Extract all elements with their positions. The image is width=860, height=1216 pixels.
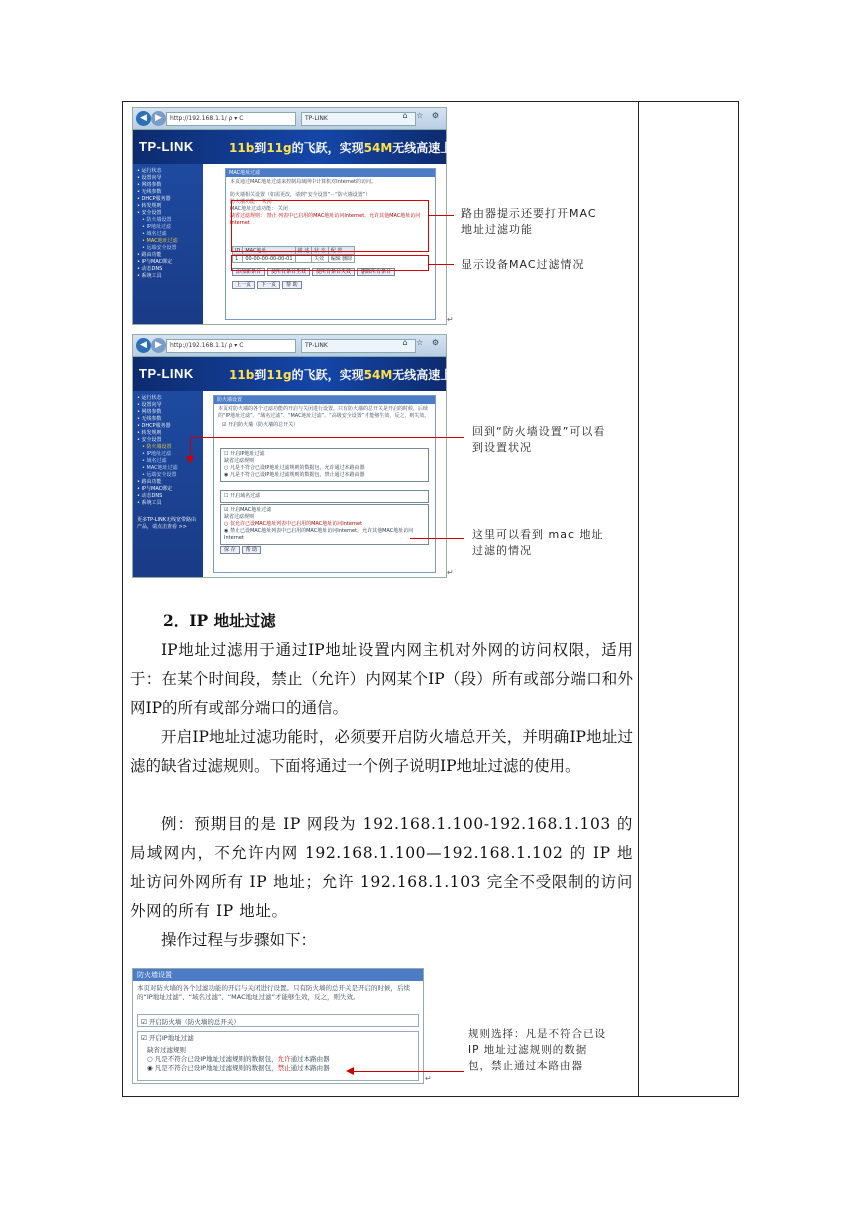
tp-link-logo: TP-LINK: [139, 139, 194, 154]
ip-rule-allow[interactable]: [141, 1055, 415, 1064]
address-bar[interactable]: [166, 339, 296, 353]
table-header-cell: 描 述: [295, 247, 312, 255]
callout-line: [410, 538, 464, 539]
callout-line: [428, 264, 454, 265]
paragraph-intro: IP地址过滤用于通过IP地址设置内网主机对外网的访问权限，适用于：在某个时间段，禁止（允许）内网某个IP（段）所有或部分端口和外网IP的所有或部分端口的通信。: [130, 641, 633, 717]
menu-item[interactable]: • 路由功能: [137, 252, 162, 258]
router-banner: [133, 357, 465, 391]
mac-filter-group: [220, 504, 429, 545]
panel-intro: 本页通过MAC地址过滤来控制局域网中计算机对Internet的访问。: [230, 179, 376, 185]
forward-icon[interactable]: ▶: [151, 338, 166, 353]
next-page-button[interactable]: 下一页: [257, 281, 280, 289]
rule-keyword-deny: 禁止: [277, 1064, 291, 1072]
url-text: http://192.168.1.1/: [170, 115, 227, 122]
router-banner: [133, 130, 465, 164]
menu-item[interactable]: • 路由功能: [137, 479, 162, 485]
menu-item[interactable]: • IP与MAC绑定: [137, 259, 173, 265]
menu-subitem[interactable]: • 防火墙设置: [142, 217, 172, 223]
page-nav-buttons: [232, 281, 304, 289]
slogan-part: 11g: [266, 368, 292, 382]
table-cell: 00-00-00-00-00-01: [243, 255, 295, 263]
status-line: MAC地址过滤功能： 关闭: [230, 206, 288, 212]
help-button[interactable]: 帮 助: [242, 546, 262, 554]
help-button[interactable]: 帮 助: [282, 281, 302, 289]
rule-text: 通过本路由器: [290, 1055, 330, 1063]
browser-tab[interactable]: TP-LINK: [301, 339, 416, 353]
slogan-part: 11b: [229, 141, 255, 155]
menu-item[interactable]: • 运行状态: [137, 395, 162, 401]
status-line: 防火墙功能： 关闭: [230, 199, 272, 205]
rule-text: ◉ 凡是不符合已设IP地址过滤规则的数据包，: [147, 1064, 278, 1072]
slogan-part: 54M: [363, 141, 393, 155]
menu-item[interactable]: • 运行状态: [137, 168, 162, 174]
url-text: http://192.168.1.1/: [170, 342, 227, 349]
menu-subitem[interactable]: • IP地址过滤: [142, 224, 172, 230]
callout-line: [190, 437, 191, 457]
firewall-master-checkbox[interactable]: ☑ 开启防火墙（防火墙的总开关）: [137, 1014, 419, 1027]
paragraph-steps: 操作过程与步骤如下：: [161, 931, 317, 949]
sidebar-ad[interactable]: 更多TP-LINK无线宽带路由产品，请点击查看 >>: [137, 517, 197, 530]
firewall-master-checkbox[interactable]: ☑ 开启防火墙（防火墙的总开关）: [222, 422, 299, 428]
section-heading: 2．IP 地址过滤: [163, 611, 276, 630]
callout-line: [190, 437, 464, 438]
domain-filter-checkbox[interactable]: ☐ 开启域名过滤: [224, 493, 261, 499]
browser-toolbar: [133, 335, 446, 357]
prev-page-button[interactable]: 上一页: [232, 281, 255, 289]
arrow-head: [186, 456, 194, 464]
rule-label: 缺省过滤规则: [224, 458, 255, 464]
table-cell: 1: [233, 255, 243, 263]
ip-filter-checkbox[interactable]: ☐ 开启IP地址过滤: [224, 451, 265, 457]
paragraph-mark: ↵: [425, 1074, 432, 1083]
ip-filter-group: [137, 1031, 419, 1081]
url-controls: ρ ▾ C: [228, 342, 244, 349]
annotation-firewall-status: 回到“防火墙设置”可以看到设置状况: [472, 425, 606, 454]
panel-intro: 本页对防火墙的各个过滤功能的开启与关闭进行设置。只有防火墙的总开关是开启的时候，后续的“IP地址过滤”、“域名过滤”、“MAC地址过滤”才能够生效，反之，则失效。: [137, 984, 410, 1001]
ip-rule-deny[interactable]: ◉ 凡是不符合已设IP地址过滤规则的数据包，禁止通过本路由器: [224, 472, 365, 478]
rule-label: 缺省过滤规则: [224, 514, 255, 520]
screenshot-ip-filter: [132, 968, 424, 1084]
slogan-part: 无线高速上网: [392, 141, 465, 155]
ip-filter-group: [220, 448, 429, 482]
status-line: 缺省过滤规则： 禁止 列表中已启用的MAC地址访问Internet，允许其他MAC地址访问Internet: [230, 213, 421, 226]
slogan-part: 54M: [363, 368, 393, 382]
menu-item[interactable]: • DHCP服务器: [137, 423, 171, 429]
menu-subitem[interactable]: • MAC地址过滤: [142, 465, 178, 471]
annotation-rule-choice: 规则选择：凡是不符合已设 IP 地址过滤规则的数据包，禁止通过本路由器: [468, 1028, 606, 1072]
delete-all-button[interactable]: 删除所有条目: [357, 268, 395, 276]
arrow-head: [346, 1067, 354, 1075]
browser-toolbar: [133, 108, 446, 130]
firewall-panel: [213, 395, 436, 573]
annotation-mac-status: 显示设备MAC过滤情况: [461, 258, 585, 271]
url-controls: ρ ▾ C: [228, 115, 244, 122]
table-header-cell: MAC地址: [243, 247, 295, 255]
menu-item[interactable]: • 转发规则: [137, 430, 162, 436]
mac-rule-deny[interactable]: ◉ 禁止已设MAC地址列表中已启用的MAC地址访问Internet，允许其他MAC地址访问Internet: [224, 528, 414, 541]
table-header-cell: 状 态: [312, 247, 329, 255]
paragraph-example: 例：预期目的是 IP 网段为 192.168.1.100-192.168.1.103 的局域网内，不允许内网 192.168.1.100—192.168.1.102 的 IP 地址访问外网所有 IP 地址；允许 192.168.1.103 完全不受限制的访问外网的所有 IP 地址。: [130, 815, 633, 920]
rule-text: ○ 凡是不符合已设IP地址过滤规则的数据包，: [147, 1055, 278, 1063]
table-column-divider: [638, 101, 639, 1097]
menu-item[interactable]: • DHCP服务器: [137, 196, 171, 202]
menu-subitem[interactable]: • IP地址过滤: [142, 451, 172, 457]
router-page: [133, 391, 446, 577]
browser-tab[interactable]: TP-LINK: [301, 112, 416, 126]
rule-label: 缺省过滤规则: [147, 1046, 186, 1054]
menu-item[interactable]: • 系统工具: [137, 273, 162, 279]
callout-line: [352, 1071, 464, 1072]
form-buttons: [220, 546, 263, 554]
table-header-cell: ID: [233, 247, 243, 255]
annotation-mac-view: 这里可以看到 mac 地址过滤的情况: [472, 528, 604, 557]
mac-filter-checkbox[interactable]: ☑ 开启MAC地址过滤: [224, 507, 272, 513]
highlight-box: [231, 200, 429, 252]
mac-rule-allow[interactable]: ○ 仅允许已设MAC地址列表中已启用的MAC地址访问Internet: [224, 521, 363, 527]
slogan-part: 的飞跃，实现: [291, 368, 364, 382]
menu-item[interactable]: • 转发规则: [137, 203, 162, 209]
panel-title: MAC地址过滤: [226, 169, 435, 177]
banner-slogan: [229, 366, 464, 383]
menu-item[interactable]: • 设置向导: [137, 175, 162, 181]
paragraph-mark: ↵: [447, 568, 454, 577]
rule-keyword-allow: 允许: [277, 1055, 291, 1063]
paragraph-requirement: 开启IP地址过滤功能时，必须要开启防火墙总开关，并明确IP地址过滤的缺省过滤规则。下面将通过一个例子说明IP地址过滤的使用。: [130, 728, 633, 775]
enable-all-button[interactable]: 使所有条目生效: [267, 268, 310, 276]
screenshot-mac-filter: [132, 107, 465, 325]
panel-title: 防火墙设置: [133, 969, 423, 981]
highlight-box: [231, 255, 429, 271]
slogan-part: 11g: [266, 141, 292, 155]
add-entry-button[interactable]: 添加新条目: [232, 268, 265, 276]
menu-item[interactable]: • 无线参数: [137, 189, 162, 195]
slogan-part: 到: [254, 368, 267, 382]
panel-intro: 本页对防火墙的各个过滤功能的开启与关闭进行设置。只有防火墙的总开关是开启的时候，后续的“IP地址过滤”、“域名过滤”、“MAC地址过滤”、“高级安全设置”才能够生效，反之，则失效。: [218, 406, 430, 419]
tp-link-logo: TP-LINK: [139, 366, 194, 381]
menu-item[interactable]: • 安全设置: [137, 210, 162, 216]
screenshot-firewall: [132, 334, 465, 578]
menu-item[interactable]: • 系统工具: [137, 500, 162, 506]
ip-rule-allow[interactable]: ○ 凡是不符合已设IP地址过滤规则的数据包，允许通过本路由器: [224, 465, 365, 471]
banner-slogan: [229, 139, 464, 156]
table-cell: 失效: [312, 255, 329, 263]
back-icon[interactable]: ◀: [136, 338, 151, 353]
back-icon[interactable]: ◀: [136, 111, 151, 126]
menu-item[interactable]: • 安全设置: [137, 437, 162, 443]
slogan-part: 到: [254, 141, 267, 155]
router-sidebar: [133, 391, 203, 577]
menu-item[interactable]: • 设置向导: [137, 402, 162, 408]
paragraph-mark: ↵: [447, 315, 454, 324]
menu-subitem[interactable]: • 域名过滤: [142, 458, 167, 464]
slogan-part: 无线高速上网: [392, 368, 465, 382]
panel-title: 防火墙设置: [214, 396, 435, 404]
menu-subitem-active[interactable]: • 防火墙设置: [142, 444, 172, 450]
menu-item[interactable]: • 网络参数: [137, 182, 162, 188]
window-controls[interactable]: ⌂ ☆ ⚙: [402, 338, 442, 347]
window-controls[interactable]: ⌂ ☆ ⚙: [402, 111, 442, 120]
rule-text: 通过本路由器: [290, 1064, 330, 1072]
domain-filter-group: [220, 490, 429, 503]
menu-subitem[interactable]: • 远端安全设置: [142, 245, 177, 251]
annotation-mac-hint: 路由器提示还要打开MAC地址过滤功能: [461, 207, 597, 236]
save-button[interactable]: 保 存: [220, 546, 240, 554]
menu-item[interactable]: • 无线参数: [137, 416, 162, 422]
callout-line: [428, 215, 454, 216]
slogan-part: 11b: [229, 368, 255, 382]
disable-all-button[interactable]: 使所有条目失效: [312, 268, 355, 276]
slogan-part: 的飞跃，实现: [291, 141, 364, 155]
menu-item[interactable]: • 动态DNS: [137, 266, 163, 272]
menu-subitem-active[interactable]: • MAC地址过滤: [142, 238, 178, 244]
row-actions[interactable]: 编辑 删除: [328, 255, 355, 263]
forward-icon[interactable]: ▶: [151, 111, 166, 126]
menu-subitem[interactable]: • 远端安全设置: [142, 472, 177, 478]
status-line: 防火墙相关设置（如需更改，请到“安全设置”－“防火墙设置”）: [230, 192, 371, 198]
address-bar[interactable]: [166, 112, 296, 126]
menu-item[interactable]: • 网络参数: [137, 409, 162, 415]
menu-subitem[interactable]: • 域名过滤: [142, 231, 167, 237]
table-header-cell: 配 置: [328, 247, 355, 255]
menu-item[interactable]: • 动态DNS: [137, 493, 163, 499]
menu-item[interactable]: • IP与MAC绑定: [137, 486, 173, 492]
ip-filter-checkbox[interactable]: ☑ 开启IP地址过滤: [141, 1034, 194, 1042]
router-sidebar: [133, 164, 203, 324]
